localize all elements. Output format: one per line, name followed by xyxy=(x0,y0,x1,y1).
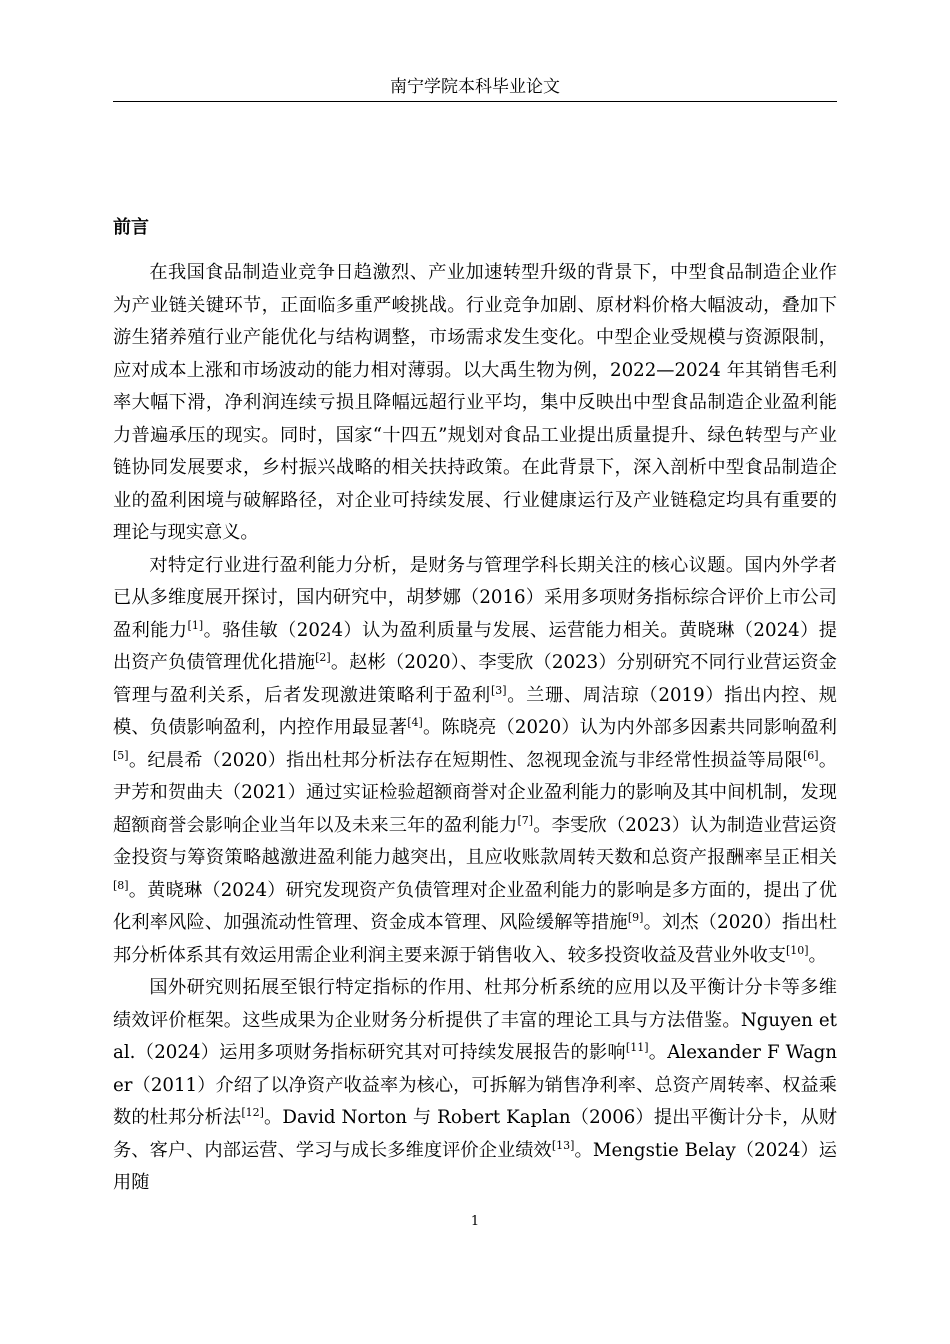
paragraph xyxy=(113,257,837,550)
citation-marker: [11] xyxy=(625,1041,649,1054)
body-text xyxy=(113,257,837,1200)
text-run: 。赵彬（2020）、李雯欣（2023）分别研究不同行业营运资金管理与盈利关系，后者发现激进策略利于盈利 xyxy=(113,652,837,706)
text-run: 。尹芳和贺曲夫（2021）通过实证检验超额商誉对企业盈利能力的影响及其中间机制，发现超额商誉会影响企业当年以及未来三年的盈利能力 xyxy=(113,749,837,836)
text-run: 。黄晓琳（2024）研究发现资产负债管理对企业盈利能力的影响是多方面的，提出了优化利率风险、加强流动性管理、资金成本管理、风险缓解等措施 xyxy=(113,879,837,933)
text-run: 。刘杰（2020）指出杜邦分析体系其有效运用需企业利润主要来源于销售收入、较多投资收益及营业外收支 xyxy=(113,912,837,966)
text-run: 。骆佳敏（2024）认为盈利质量与发展、运营能力相关。黄晓琳（2024）提出资产负债管理优化措施 xyxy=(113,619,837,673)
text-run: 。Mengstie Belay（2024）运用随 xyxy=(113,1139,837,1193)
page-header: 南宁学院本科毕业论文 xyxy=(390,77,560,97)
citation-marker: [12] xyxy=(241,1106,264,1119)
citation-marker: [13] xyxy=(551,1138,575,1152)
text-run: 。David Norton 与 Robert Kaplan（2006）提出平衡计分卡，从财务、客户、内部运营、学习与成长多维度评价企业绩效 xyxy=(113,1107,837,1161)
citation-marker: [2] xyxy=(315,651,331,664)
section-title: 前言 xyxy=(113,217,149,238)
header-divider xyxy=(113,101,837,102)
citation-marker: [9] xyxy=(627,911,644,924)
citation-marker: [6] xyxy=(802,748,819,762)
citation-marker: [10] xyxy=(785,943,809,957)
text-run: 。李雯欣（2023）认为制造业营运资金投资与筹资策略越激进盈利能力越突出，且应收账款周转天数和总资产报酬率呈正相关 xyxy=(113,814,837,868)
paragraph xyxy=(113,972,837,1200)
text-run: 对特定行业进行盈利能力分析，是财务与管理学科长期关注的核心议题。国内外学者已从多维度展开探讨，国内研究中，胡梦娜（2016）采用多项财务指标综合评价上市公司盈利能力 xyxy=(113,554,837,641)
text-run: 。兰珊、周洁琼（2019）指出内控、规模、负债影响盈利，内控作用最显著 xyxy=(113,684,837,738)
text-run: 。陈晓亮（2020）认为内外部多因素共同影响盈利 xyxy=(422,717,837,738)
page-number: 1 xyxy=(470,1214,480,1229)
text-run: 在我国食品制造业竞争日趋激烈、产业加速转型升级的背景下，中型食品制造企业作为产业链关键环节，正面临多重严峻挑战。行业竞争加剧、原材料价格大幅波动，叠加下游生猪养殖行业产能优化与结构调整，市场需求发生变化。中型企业受规模与资源限制，应对成本上涨和市场波动的能力相对薄弱。以大禹生物为例，2022—2024 年其销售毛利率大幅下滑，净利润连续亏损且降幅远超行业平均，集中反映出中型食品制造企业盈利能力普遍承压的现实。同时，国家“十四五”规划对食品工业提出质量提升、绿色转型与产业链协同发展要求，乡村振兴战略的相关扶持政策。在此背景下，深入剖析中型食品制造企业的盈利困境与破解路径，对企业可持续发展、行业健康运行及产业链稳定均具有重要的理论与现实意义。 xyxy=(113,262,837,543)
citation-marker: [5] xyxy=(113,748,129,762)
citation-marker: [4] xyxy=(407,716,423,729)
citation-marker: [7] xyxy=(517,813,534,827)
citation-marker: [3] xyxy=(490,683,507,697)
text-run: 。 xyxy=(808,944,827,966)
citation-marker: [1] xyxy=(187,618,204,632)
text-run: 。Alexander F Wagner（2011）介绍了以净资产收益率为核心，可拆解为销售净利率、总资产周转率、权益乘数的杜邦分析法 xyxy=(113,1042,837,1128)
text-run: 。纪晨希（2020）指出杜邦分析法存在短期性、忽视现金流与非经常性损益等局限 xyxy=(128,749,803,771)
citation-marker: [8] xyxy=(113,878,129,892)
text-run: 国外研究则拓展至银行特定指标的作用、杜邦分析系统的应用以及平衡计分卡等多维绩效评价框架。这些成果为企业财务分析提供了丰富的理论工具与方法借鉴。Nguyen et al.（2024）运用多项财务指标研究其对可持续发展报告的影响 xyxy=(113,977,837,1063)
paragraph xyxy=(113,550,837,973)
